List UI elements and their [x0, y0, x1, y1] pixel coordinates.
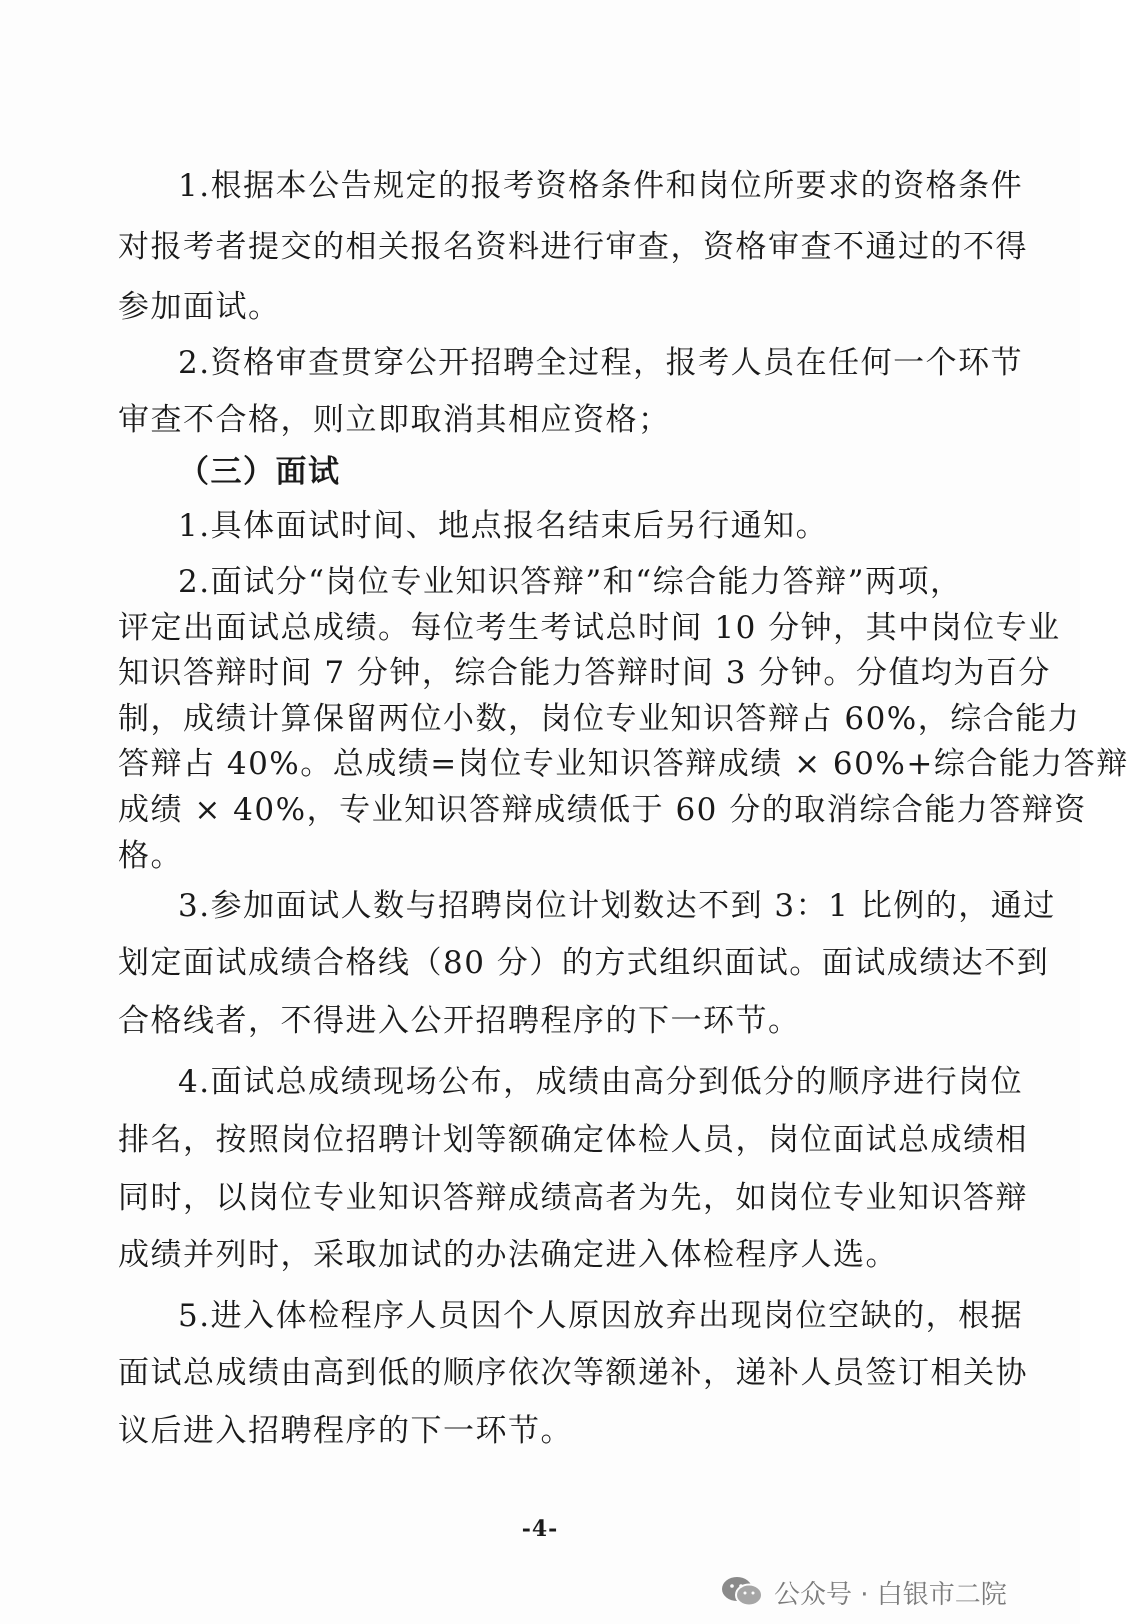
- paragraph-7-line-2: 面试总成绩由高到低的顺序依次等额递补，递补人员签订相关协: [118, 1355, 1028, 1391]
- paragraph-5-line-3: 合格线者，不得进入公开招聘程序的下一环节。: [118, 1003, 801, 1039]
- paragraph-6-line-2: 排名，按照岗位招聘计划等额确定体检人员，岗位面试总成绩相: [118, 1122, 1028, 1158]
- paragraph-6-line-3: 同时，以岗位专业知识答辩成绩高者为先，如岗位专业知识答辩: [118, 1180, 1028, 1216]
- paragraph-2-line-2: 审查不合格，则立即取消其相应资格；: [118, 402, 671, 438]
- watermark: [720, 1570, 1007, 1614]
- paragraph-6-line-1: 4.面试总成绩现场公布，成绩由高分到低分的顺序进行岗位: [178, 1064, 1024, 1100]
- paragraph-1-line-3: 参加面试。: [118, 289, 281, 325]
- paragraph-5-line-2: 划定面试成绩合格线（80 分）的方式组织面试。面试成绩达不到: [118, 945, 1050, 981]
- page-number: -4-: [521, 1516, 559, 1542]
- paragraph-6-line-4: 成绩并列时，采取加试的办法确定进入体检程序人选。: [118, 1237, 898, 1273]
- paragraph-4-line-2: 评定出面试总成绩。每位考生考试总时间 10 分钟，其中岗位专业: [118, 610, 1061, 646]
- paragraph-4-line-1: 2.面试分“岗位专业知识答辩”和“综合能力答辩”两项，: [178, 564, 963, 600]
- paragraph-1-line-2: 对报考者提交的相关报名资料进行审查，资格审查不通过的不得: [118, 229, 1028, 265]
- paragraph-1-line-1: 1.根据本公告规定的报考资格条件和岗位所要求的资格条件: [178, 168, 1024, 204]
- watermark-text: 公众号 · 白银市二院: [774, 1579, 1007, 1610]
- paragraph-4-line-4: 制，成绩计算保留两位小数，岗位专业知识答辩占 60%，综合能力: [118, 701, 1081, 737]
- wechat-icon: [720, 1574, 764, 1610]
- paragraph-3-line-1: 1.具体面试时间、地点报名结束后另行通知。: [178, 508, 829, 544]
- section-heading-interview: （三）面试: [178, 454, 341, 490]
- paragraph-5-line-1: 3.参加面试人数与招聘岗位计划数达不到 3：1 比例的，通过: [178, 888, 1056, 924]
- paragraph-4-line-3: 知识答辩时间 7 分钟，综合能力答辩时间 3 分钟。分值均为百分: [118, 655, 1051, 691]
- paragraph-2-line-1: 2.资格审查贯穿公开招聘全过程，报考人员在任何一个环节: [178, 345, 1024, 381]
- paragraph-7-line-1: 5.进入体检程序人员因个人原因放弃出现岗位空缺的，根据: [178, 1298, 1024, 1334]
- paragraph-4-line-7: 格。: [118, 838, 183, 874]
- paragraph-4-line-6: 成绩 × 40%，专业知识答辩成绩低于 60 分的取消综合能力答辩资: [118, 792, 1087, 828]
- paragraph-7-line-3: 议后进入招聘程序的下一环节。: [118, 1413, 573, 1449]
- paragraph-4-line-5: 答辩占 40%。总成绩=岗位专业知识答辩成绩 × 60%+综合能力答辩: [118, 746, 1129, 782]
